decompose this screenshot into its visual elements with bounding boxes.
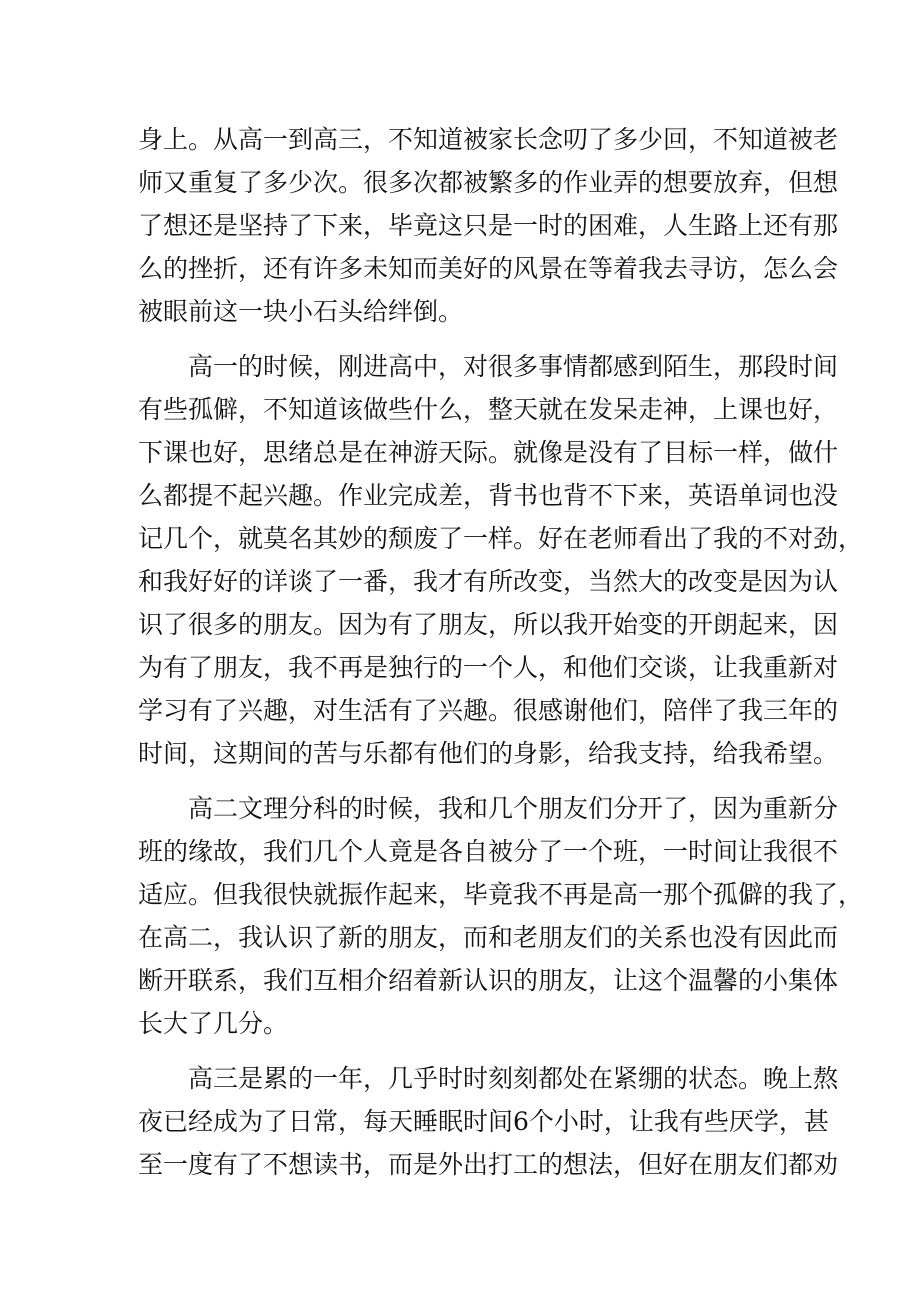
text-line: 了想还是坚持了下来，毕竟这只是一时的困难，人生路上还有那 [138, 211, 839, 240]
text-line: 和我好好的详谈了一番，我才有所改变，当然大的改变是因为认 [138, 567, 839, 596]
text-line: 身上。从高一到高三，不知道被家长念叨了多少回，不知道被老 [138, 125, 839, 154]
text-line: 识了很多的朋友。因为有了朋友，所以我开始变的开朗起来，因 [138, 610, 839, 639]
text-line: 断开联系，我们互相介绍着新认识的朋友，让这个温馨的小集体 [138, 966, 839, 995]
text-line: 高三是累的一年，几乎时时刻刻都处在紧绷的状态。晚上熬 [188, 1064, 839, 1093]
text-line: 夜已经成为了日常，每天睡眠时间6个小时，让我有些厌学，甚 [138, 1107, 829, 1136]
text-line: 么的挫折，还有许多未知而美好的风景在等着我去寻访，怎么会 [138, 254, 839, 283]
text-line: 适应。但我很快就振作起来，毕竟我不再是高一那个孤僻的我了， [138, 880, 864, 909]
paragraph [138, 1057, 839, 1186]
text-line: 记几个，就莫名其妙的颓废了一样。好在老师看出了我的不对劲， [138, 524, 864, 553]
text-line: 为有了朋友，我不再是独行的一个人，和他们交谈，让我重新对 [138, 653, 839, 682]
text-line: 至一度有了不想读书，而是外出打工的想法，但好在朋友们都劝 [138, 1150, 839, 1179]
text-line: 高一的时候，刚进高中，对很多事情都感到陌生，那段时间 [188, 352, 839, 381]
text-line: 长大了几分。 [138, 1009, 289, 1038]
paragraph [138, 118, 839, 333]
paragraph [138, 787, 864, 1045]
text-line: 学习有了兴趣，对生活有了兴趣。很感谢他们，陪伴了我三年的 [138, 696, 839, 725]
text-line: 师又重复了多少次。很多次都被繁多的作业弄的想要放弃，但想 [138, 168, 839, 197]
text-line: 班的缘故，我们几个人竟是各自被分了一个班，一时间让我很不 [138, 837, 839, 866]
paragraph-spacer [138, 775, 788, 787]
text-line: 么都提不起兴趣。作业完成差，背书也背不下来，英语单词也没 [138, 481, 839, 510]
text-line: 高二文理分科的时候，我和几个朋友们分开了，因为重新分 [188, 794, 839, 823]
text-line: 时间，这期间的苦与乐都有他们的身影，给我支持，给我希望。 [138, 739, 839, 768]
paragraph-spacer [138, 1045, 788, 1057]
text-line: 在高二，我认识了新的朋友，而和老朋友们的关系也没有因此而 [138, 923, 839, 952]
paragraph-spacer [138, 333, 788, 345]
text-line: 被眼前这一块小石头给绊倒。 [138, 297, 464, 326]
text-line: 有些孤僻，不知道该做些什么，整天就在发呆走神，上课也好， [138, 395, 839, 424]
document-body [138, 118, 864, 1186]
text-line: 下课也好，思绪总是在神游天际。就像是没有了目标一样，做什 [138, 438, 839, 467]
paragraph [138, 345, 864, 775]
